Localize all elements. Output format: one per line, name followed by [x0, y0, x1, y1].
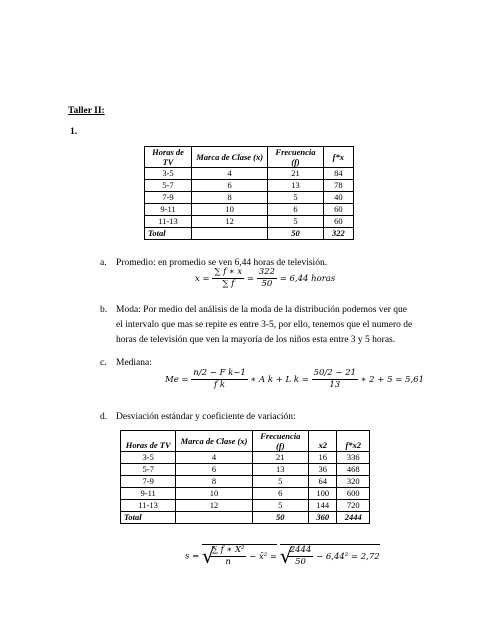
formula-stddev-frac1	[210, 545, 247, 568]
section-a-label: a.	[100, 258, 107, 268]
table-cell: 5	[268, 192, 323, 204]
col-header-horas: Horas de TV	[145, 147, 192, 168]
formula-median-den1: f k	[214, 380, 226, 390]
formula-median-num1: n/2 − F k−1	[193, 368, 246, 378]
section-d-text: Desviación estándar y coeficiente de variación:	[116, 412, 296, 422]
formula-mean-result: = 6,44 horas	[279, 274, 336, 284]
problem-number: 1.	[70, 127, 78, 137]
table-row	[145, 180, 354, 192]
section-b-line-1: Moda: Por medio del análisis de la moda de la distribución podemos ver que	[116, 305, 408, 315]
section-a-text: Promedio: en promedio se ven 6,44 horas de televisión.	[116, 258, 328, 268]
table-cell: 6	[176, 464, 252, 476]
formula-mean-den1: ∑ f	[222, 279, 235, 289]
table-cell: 13	[252, 464, 308, 476]
table-cell: 9-11	[145, 204, 192, 216]
total-cell: Total	[121, 512, 176, 524]
formula-stddev	[185, 544, 380, 568]
table-cell: 720	[337, 500, 370, 512]
table-cell: 7-9	[145, 192, 192, 204]
table-cell: 11-13	[121, 500, 176, 512]
sqrt-radical-1: √ $\frac{\text{∑ f ∗ X²}}{n}$ − x̄² =	[201, 544, 278, 568]
formula-mean-den2: 50	[261, 279, 273, 289]
formula-median-mid: ∗ A k + L k =	[250, 375, 309, 385]
table-cell: 100	[309, 488, 337, 500]
sqrt-radical-2: √ $\frac{2444}{50}$ − 6,44² = 2,72	[279, 544, 380, 568]
total-cell	[192, 228, 268, 240]
col-header-fx: f*x	[323, 147, 353, 168]
table-cell: 7-9	[121, 476, 176, 488]
formula-mean-num2: 322	[258, 267, 275, 277]
frequency-table-1	[144, 146, 354, 240]
table-header-row	[121, 431, 370, 452]
table-cell: 60	[323, 216, 353, 228]
table-cell: 5	[268, 216, 323, 228]
table-cell: 5-7	[145, 180, 192, 192]
table-cell: 3-5	[145, 168, 192, 180]
section-b-label: b.	[100, 305, 108, 315]
table-cell: 4	[176, 452, 252, 464]
formula-stddev-tail2: − 6,44² = 2,72	[316, 552, 380, 562]
formula-mean: x = $\frac{\sum f ∗ x}{\sum f}$ = $\frac{322}{50}$ = 6,44 horas	[195, 267, 336, 289]
formula-stddev-tail1: − x̄² =	[249, 552, 278, 562]
table-row	[121, 500, 370, 512]
table-cell: 5	[252, 476, 308, 488]
table-total-row	[121, 512, 370, 524]
formula-stddev-den1: n	[225, 557, 231, 567]
table-cell: 12	[192, 216, 268, 228]
table-cell: 600	[337, 488, 370, 500]
table-cell: 3-5	[121, 452, 176, 464]
table-row	[145, 216, 354, 228]
table-cell: 144	[309, 500, 337, 512]
table-cell: 40	[323, 192, 353, 204]
total-cell: 50	[252, 512, 308, 524]
formula-stddev-lhs: s =	[185, 551, 200, 562]
table-cell: 6	[252, 488, 308, 500]
formula-stddev-den2: 50	[295, 557, 306, 567]
formula-mean-num1: ∑ f ∗ x	[214, 267, 243, 277]
table-cell: 5-7	[121, 464, 176, 476]
table-cell: 12	[176, 500, 252, 512]
page-heading: Taller II:	[68, 106, 105, 116]
table-cell: 4	[192, 168, 268, 180]
formula-median-lhs: Me =	[165, 375, 189, 385]
table-cell: 13	[268, 180, 323, 192]
table-cell: 64	[309, 476, 337, 488]
table-cell: 8	[192, 192, 268, 204]
table-cell: 78	[323, 180, 353, 192]
col-header-x2: x2	[309, 431, 337, 452]
section-c-text: Mediana:	[116, 358, 152, 368]
section-b-line-2: el intervalo que mas se repite es entre 3-5, por ello, tenemos que el numero de	[116, 320, 413, 330]
total-cell	[176, 512, 252, 524]
col-header-frecuencia: Frecuencia (f)	[268, 147, 323, 168]
col-header-frecuencia: Frecuencia (f)	[252, 431, 308, 452]
formula-stddev-num2: 2444	[289, 545, 312, 555]
formula-mean-lhs: x =	[195, 274, 210, 284]
table-row	[145, 192, 354, 204]
table-cell: 10	[176, 488, 252, 500]
section-b-line-3: horas de televisión que ven la mayoría de los niños esta entre 3 y 5 horas.	[116, 335, 396, 345]
table-row	[121, 452, 370, 464]
table-row	[145, 204, 354, 216]
total-cell: 50	[268, 228, 323, 240]
table-total-row	[145, 228, 354, 240]
table-row	[121, 464, 370, 476]
col-header-horas: Horas de TV	[121, 431, 176, 452]
table-cell: 5	[252, 500, 308, 512]
table-cell: 84	[323, 168, 353, 180]
formula-median-num2: 50/2 − 21	[313, 368, 356, 378]
section-c-label: c.	[100, 358, 107, 368]
table-cell: 6	[192, 180, 268, 192]
table-cell: 8	[176, 476, 252, 488]
total-cell: 322	[323, 228, 353, 240]
table-cell: 11-13	[145, 216, 192, 228]
col-header-fx2: f*x2	[337, 431, 370, 452]
section-d-label: d.	[100, 412, 108, 422]
formula-median-frac1	[191, 368, 248, 391]
formula-median-den2: 13	[329, 380, 341, 390]
table-cell: 320	[337, 476, 370, 488]
table-cell: 21	[268, 168, 323, 180]
col-header-marca: Marca de Clase (x)	[192, 147, 268, 168]
table-cell: 336	[337, 452, 370, 464]
frequency-table-2	[120, 430, 370, 524]
col-header-marca: Marca de Clase (x)	[176, 431, 252, 452]
table-cell: 468	[337, 464, 370, 476]
table-row	[121, 488, 370, 500]
table-cell: 60	[323, 204, 353, 216]
formula-median-result: ∗ 2 + 5 = 5,61	[360, 375, 424, 385]
table-cell: 21	[252, 452, 308, 464]
total-cell: 2444	[337, 512, 370, 524]
table-row	[145, 168, 354, 180]
formula-median-frac2	[312, 368, 358, 391]
formula-mean-frac2	[257, 267, 277, 290]
formula-stddev-num1: ∑ f ∗ X²	[211, 545, 245, 555]
formula-median	[165, 368, 424, 391]
total-cell: Total	[145, 228, 192, 240]
total-cell: 360	[309, 512, 337, 524]
table-cell: 36	[309, 464, 337, 476]
table-cell: 10	[192, 204, 268, 216]
table-row	[121, 476, 370, 488]
table-cell: 6	[268, 204, 323, 216]
table-cell: 9-11	[121, 488, 176, 500]
table-cell: 16	[309, 452, 337, 464]
formula-mean-frac1	[212, 267, 244, 290]
table-header-row	[145, 147, 354, 168]
